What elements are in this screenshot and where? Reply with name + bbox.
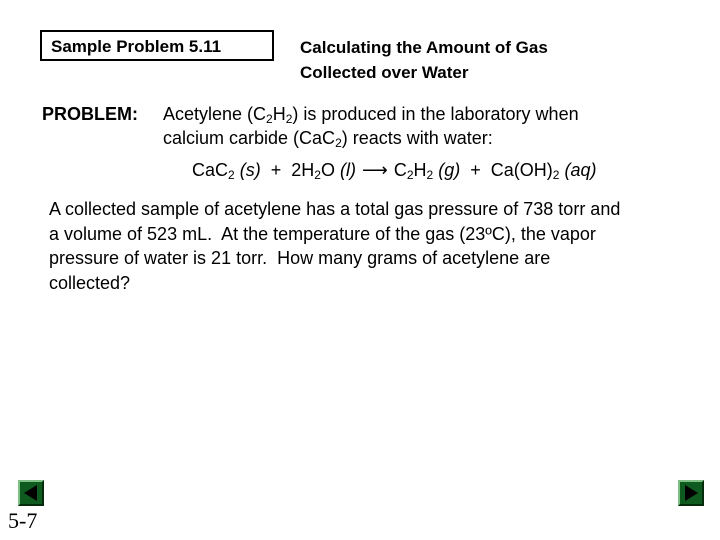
state-label: (g) — [438, 160, 461, 180]
sample-problem-box — [40, 30, 274, 61]
slide-number: 5-7 — [8, 508, 38, 533]
plus-sign: + — [470, 160, 481, 180]
problem-title — [300, 35, 548, 85]
state-label: (aq) — [564, 160, 597, 180]
text: calcium carbide (CaC — [163, 128, 336, 148]
reactant-2: 2H — [291, 160, 315, 180]
reaction-arrow-icon: ⟶ — [362, 160, 388, 181]
state-label: (l) — [340, 160, 356, 180]
reactant-1: CaC — [192, 160, 229, 180]
subscript: 2 — [552, 168, 560, 182]
text: ) reacts with water: — [341, 128, 493, 148]
title-line-1: Calculating the Amount of Gas — [300, 38, 548, 57]
question-line-4: collected? — [49, 272, 131, 293]
problem-label: PROBLEM: — [42, 104, 138, 124]
subscript: 2 — [426, 168, 434, 182]
next-slide-button[interactable] — [678, 480, 704, 506]
subscript: 2 — [285, 112, 293, 126]
subscript: 2 — [335, 136, 342, 150]
text: H — [272, 104, 286, 124]
subscript: 2 — [266, 112, 273, 126]
product-1: C — [393, 160, 407, 180]
state-label: (s) — [239, 160, 261, 180]
previous-slide-button[interactable] — [18, 480, 44, 506]
product-2: Ca(OH) — [490, 160, 553, 180]
product-1-rest: H — [413, 160, 427, 180]
triangle-left-icon — [20, 482, 42, 504]
text: ) is produced in the laboratory when — [292, 104, 579, 124]
sample-problem-label: Sample Problem 5.11 — [51, 37, 222, 56]
triangle-right-icon — [680, 482, 702, 504]
text: Acetylene (C — [163, 104, 267, 124]
subscript: 2 — [228, 168, 235, 182]
question-line-3: pressure of water is 21 torr. How many grams of acetylene are — [49, 248, 551, 268]
problem-line-1 — [163, 102, 579, 126]
title-line-2: Collected over Water — [300, 63, 469, 82]
question-line-1: A collected sample of acetylene has a total gas pressure of 738 torr and — [49, 199, 621, 219]
chemical-equation — [192, 158, 596, 183]
reactant-2-rest: O — [320, 160, 335, 180]
problem-statement — [163, 102, 579, 150]
subscript: 2 — [406, 168, 414, 182]
problem-line-2 — [163, 126, 579, 150]
question-line-2: a volume of 523 mL. At the temperature of the gas (23ºC), the vapor — [49, 223, 596, 244]
question-text — [49, 197, 699, 295]
plus-sign: + — [270, 160, 282, 180]
subscript: 2 — [314, 168, 321, 182]
